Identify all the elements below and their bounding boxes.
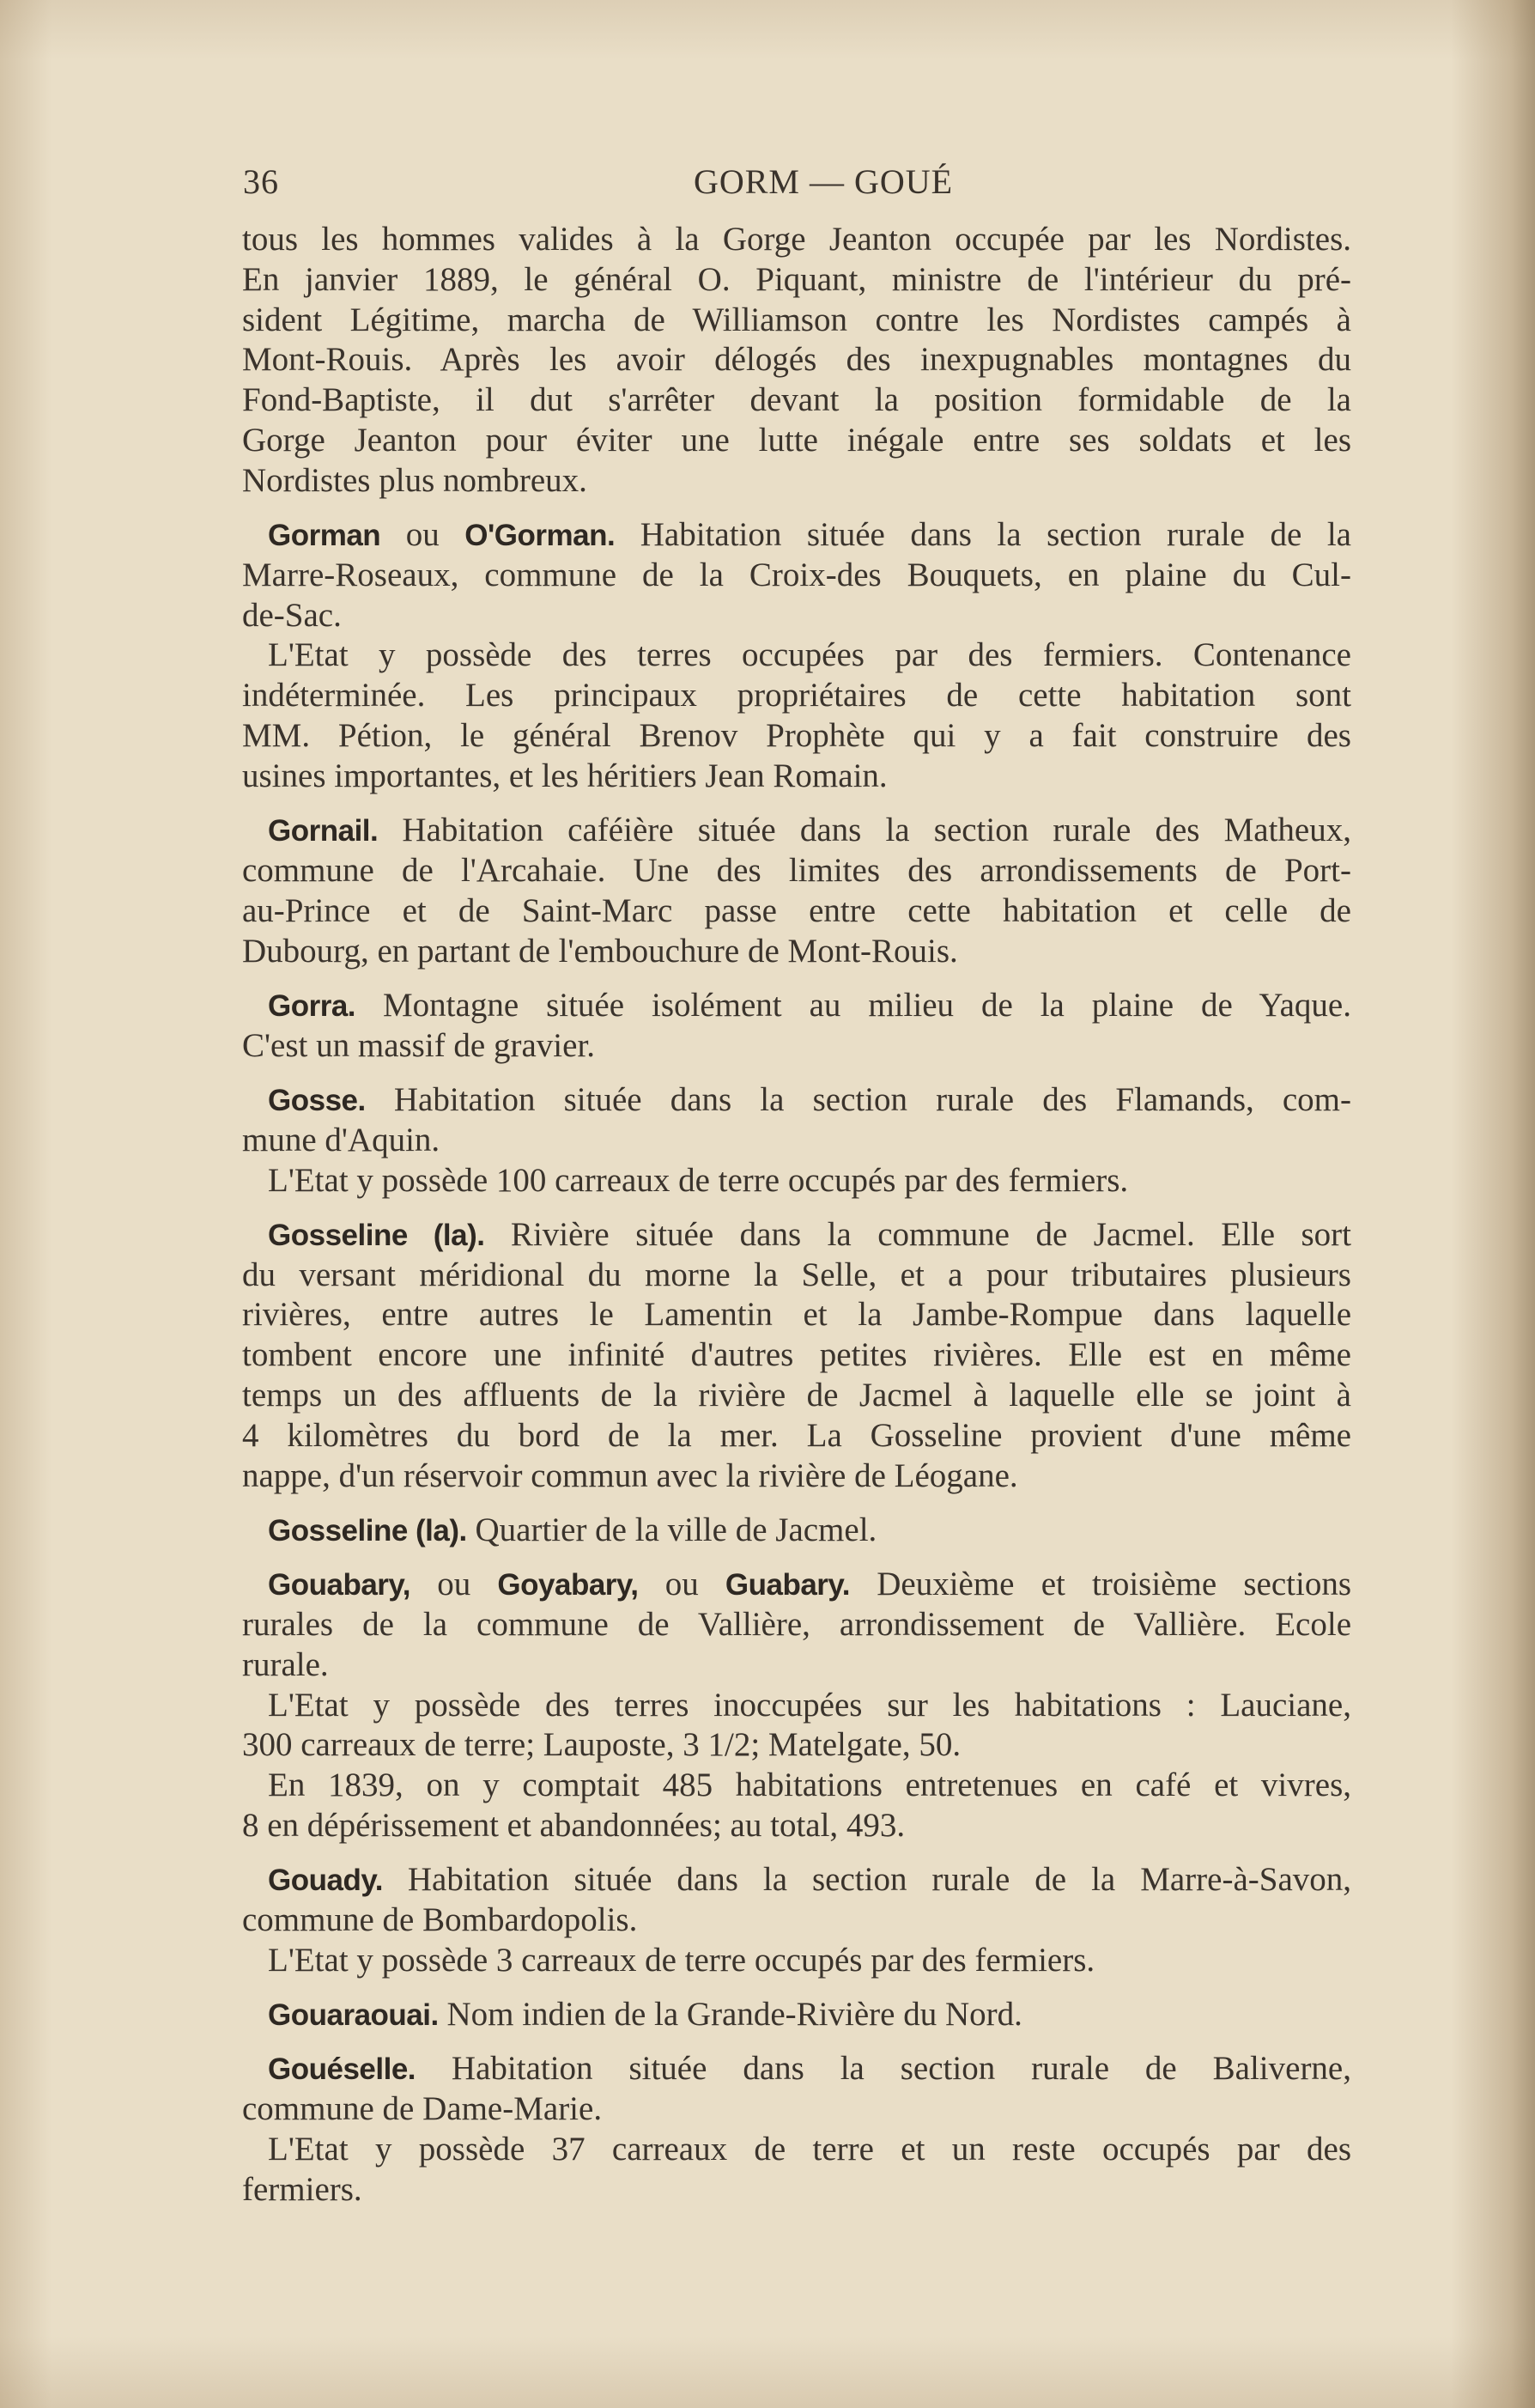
text-line: [242, 515, 1351, 556]
paragraph: [242, 1080, 1351, 1161]
entry-text: ou: [410, 1566, 498, 1603]
text-line: Nordistes plus nombreux.: [242, 461, 587, 499]
dictionary-entry: [242, 2049, 1351, 2210]
headword: Goyabary,: [497, 1568, 639, 1602]
text-line: tombent encore une infinité d'autres petites rivières. Elle est en même: [242, 1336, 1351, 1374]
paragraph: [242, 2049, 1351, 2130]
headword: Gornail.: [268, 814, 379, 848]
text-line: L'Etat y possède 3 carreaux de terre occupés par des fermiers.: [268, 1941, 1095, 1979]
entry-text: Habitation située dans la section rurale de la: [615, 516, 1351, 554]
dictionary-entry: [242, 811, 1351, 971]
dictionary-entry: [242, 1215, 1351, 1497]
headword: Gouéselle.: [268, 2052, 416, 2087]
dictionary-entry: [242, 1080, 1351, 1201]
dictionary-entry: [242, 1860, 1351, 1980]
text-line: [242, 1215, 1351, 1256]
dictionary-entry: [242, 1511, 1351, 1551]
text-line: rivières, entre autres le Lamentin et la Jambe-Rompue dans laquelle: [242, 1296, 1351, 1334]
headword: Guabary.: [725, 1568, 851, 1602]
headword: O'Gorman.: [464, 519, 616, 553]
text-line: nappe, d'un réservoir commun avec la rivière de Léogane.: [242, 1456, 1018, 1494]
paragraph: [242, 1565, 1351, 1685]
text-line: L'Etat y possède 37 carreaux de terre et un reste occupés par des: [268, 2131, 1351, 2168]
text-line: 8 en dépérissement et abandonnées; au total, 493.: [242, 1806, 906, 1844]
headword: Gorman: [268, 519, 381, 553]
text-line: commune de l'Arcahaie. Une des limites des arrondissements de Port-: [242, 851, 1351, 889]
text-line: [242, 1565, 1351, 1605]
text-line: usines importantes, et les héritiers Jean Romain.: [242, 757, 888, 794]
dictionary-entry: [242, 1995, 1351, 2035]
text-line: temps un des affluents de la rivière de Jacmel à laquelle elle se joint à: [242, 1377, 1351, 1414]
text-line: 300 carreaux de terre; Lauposte, 3 1/2; Matelgate, 50.: [242, 1726, 962, 1764]
text-line: indéterminée. Les principaux propriétaires de cette habitation sont: [242, 677, 1351, 714]
text-line: Dubourg, en partant de l'embouchure de Mont-Rouis.: [242, 932, 958, 970]
entry-text: Habitation située dans la section rurale des Flamands, com-: [365, 1080, 1351, 1118]
entry-text: Montagne située isolément au milieu de la plaine de Yaque.: [355, 986, 1351, 1024]
paragraph: [242, 1860, 1351, 1941]
headword: Gorra.: [268, 988, 356, 1023]
paragraph: [242, 1511, 1351, 1551]
text-line: rurale.: [242, 1645, 329, 1683]
text-line: [242, 1860, 1351, 1900]
text-line: MM. Pétion, le général Brenov Prophète qui y a fait construire des: [242, 717, 1351, 755]
paragraph: [242, 1995, 1351, 2035]
text-line: C'est un massif de gravier.: [242, 1026, 596, 1064]
entry-text: ou: [380, 516, 465, 554]
headword: Gouabary,: [268, 1568, 411, 1602]
paragraph: [242, 1941, 1351, 1981]
text-line: mune d'Aquin.: [242, 1121, 440, 1158]
entry-text: Deuxième et troisième sections: [850, 1566, 1351, 1603]
paragraph: [242, 635, 1351, 796]
headword: Gosseline (la).: [268, 1513, 467, 1548]
text-line: tous les hommes valides à la Gorge Jeanton occupée par les Nordistes.: [242, 221, 1351, 258]
paragraph: [242, 1215, 1351, 1497]
text-column: [242, 220, 1351, 2210]
text-line: fermiers.: [242, 2170, 362, 2208]
text-line: [242, 986, 1351, 1026]
text-line: [242, 1080, 1351, 1121]
text-line: sident Légitime, marcha de Williamson contre les Nordistes campés à: [242, 301, 1351, 338]
text-line: L'Etat y possède des terres inoccupées sur les habitations : Lauciane,: [268, 1686, 1351, 1724]
running-title: GORM — GOUÉ: [693, 162, 954, 201]
text-line: En 1839, on y comptait 485 habitations entretenues en café et vivres,: [268, 1766, 1351, 1804]
text-line: commune de Dame-Marie.: [242, 2090, 603, 2128]
entry-text: Nom indien de la Grande-Rivière du Nord.: [438, 1996, 1022, 2034]
page-number: 36: [243, 162, 279, 201]
text-line: Gorge Jeanton pour éviter une lutte inégale entre ses soldats et les: [242, 421, 1351, 459]
text-line: [242, 1511, 1351, 1551]
dictionary-entry: [242, 1565, 1351, 1846]
headword: Gosseline (la).: [268, 1218, 485, 1252]
text-line: L'Etat y possède 100 carreaux de terre occupés par des fermiers.: [268, 1161, 1129, 1199]
text-line: Marre-Roseaux, commune de la Croix-des Bouquets, en plaine du Cul-: [242, 556, 1351, 593]
headword: Gouady.: [268, 1864, 383, 1898]
paragraph: [242, 515, 1351, 635]
paragraph: [242, 811, 1351, 971]
text-line: Fond-Baptiste, il dut s'arrêter devant la position formidable de la: [242, 381, 1351, 419]
paragraph: [242, 220, 1351, 502]
text-line: rurales de la commune de Vallière, arrondissement de Vallière. Ecole: [242, 1606, 1351, 1643]
paragraph: [242, 986, 1351, 1067]
text-line: du versant méridional du morne la Selle, et a pour tributaires plusieurs: [242, 1256, 1351, 1293]
paragraph: [242, 1161, 1351, 1201]
entry-text: Habitation située dans la section rurale de Baliverne,: [416, 2050, 1351, 2088]
headword: Gouaraouai.: [268, 1998, 439, 2033]
text-line: 4 kilomètres du bord de la mer. La Gosseline provient d'une même: [242, 1416, 1351, 1454]
text-line: Mont-Rouis. Après les avoir délogés des inexpugnables montagnes du: [242, 341, 1351, 379]
entry-text: Rivière située dans la commune de Jacmel. Elle sort: [484, 1215, 1351, 1253]
text-line: [242, 2049, 1351, 2089]
text-line: au-Prince et de Saint-Marc passe entre cette habitation et celle de: [242, 891, 1351, 929]
headword: Gosse.: [268, 1083, 366, 1117]
entry-text: Habitation située dans la section rurale de la Marre-à-Savon,: [382, 1861, 1351, 1899]
text-line: [242, 1995, 1351, 2035]
paragraph: [242, 1766, 1351, 1846]
text-line: L'Etat y possède des terres occupées par des fermiers. Contenance: [268, 636, 1351, 674]
entry-text: ou: [638, 1566, 725, 1603]
text-line: En janvier 1889, le général O. Piquant, ministre de l'intérieur du pré-: [242, 260, 1351, 298]
paragraph: [242, 1686, 1351, 1766]
text-line: [242, 811, 1351, 851]
text-line: de-Sac.: [242, 596, 342, 634]
dictionary-entry: [242, 986, 1351, 1067]
dictionary-entry: [242, 515, 1351, 797]
text-line: commune de Bombardopolis.: [242, 1901, 638, 1939]
entry-text: Habitation caféière située dans la section rurale des Matheux,: [378, 812, 1351, 849]
continued-entry: [242, 220, 1351, 502]
entry-text: Quartier de la ville de Jacmel.: [466, 1511, 877, 1548]
paragraph: [242, 2130, 1351, 2210]
